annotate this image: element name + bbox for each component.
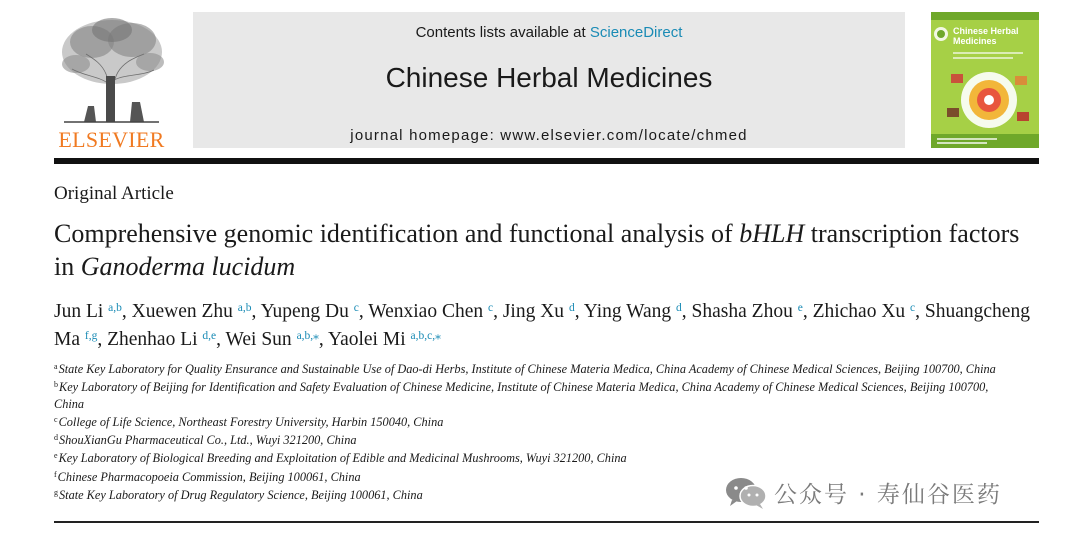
affiliation-item: $^f$Chinese Pharmacopoeia Commission, Beijing 100061, China <box>54 469 361 484</box>
affiliation-item: $^d$ShouXianGu Pharmaceutical Co., Ltd., Wuyi 321200, China <box>54 433 357 448</box>
article-type: Original Article <box>54 183 174 204</box>
affiliation-item: $^e$Key Laboratory of Biological Breeding and Exploitation of Edible and Medicinal Mushrooms, Wuyi 321200, China <box>54 451 627 466</box>
affiliation-item: $^g$State Key Laboratory of Drug Regulatory Science, Beijing 100061, China <box>54 488 423 503</box>
author[interactable]: Yaolei Mi $^{a,b,c,⁎}$ <box>327 329 441 350</box>
title-italic-2: Ganoderma lucidum <box>80 252 296 281</box>
journal-title: Chinese Herbal Medicines <box>385 62 713 93</box>
contents-line <box>193 24 905 41</box>
author[interactable]: Wenxiao Chen $^c$ <box>368 301 494 322</box>
cover-title: Chinese Herbal Medicines <box>953 26 1019 46</box>
article-title <box>54 217 1034 283</box>
author[interactable]: Ying Wang $^d$ <box>583 301 682 322</box>
watermark-text: 公众号 · 寿仙谷医药 <box>774 482 1002 508</box>
title-text-1: Comprehensive genomic identification and functional analysis of <box>54 219 740 248</box>
author[interactable]: Zhenhao Li $^{d,e}$ <box>107 329 217 350</box>
journal-header <box>54 10 1039 157</box>
title-italic-1: bHLH <box>739 219 805 248</box>
journal-homepage-link[interactable]: journal homepage: www.elsevier.com/locate/chmed <box>350 127 748 144</box>
sciencedirect-link[interactable]: ScienceDirect <box>589 24 683 41</box>
elsevier-tree-icon <box>54 14 169 124</box>
elsevier-logo[interactable] <box>54 14 169 154</box>
author[interactable]: Jun Li $^{a,b}$ <box>54 301 122 322</box>
bottom-divider <box>54 521 1039 523</box>
wechat-icon <box>724 476 768 516</box>
header-divider <box>54 158 1039 164</box>
journal-info-box <box>193 12 905 148</box>
author-list: Jun Li $^{a,b}$, Xuewen Zhu $^{a,b}$, Yupeng Du $^c$, Wenxiao Chen $^c$, Jing Xu $^d$, Ying Wang $^d$, Shasha Zhou $^e$, Zhichao Xu $^c$, Shuangcheng Ma $^{f,g}$, Zhenhao Li $^{d,e}$, Wei Sun $^{a,b,⁎}$, Yaolei Mi $^{a,b,c,⁎}$ <box>54 301 1030 350</box>
affiliation-item: $^c$College of Life Science, Northeast Forestry University, Harbin 150040, China <box>54 414 444 429</box>
affiliation-item: $^b$Key Laboratory of Beijing for Identification and Safety Evaluation of Chinese Medicine, Institute of Chinese Materia Medica, China Academy of Chinese Medical Sciences, Beijing 100700, China <box>54 380 989 411</box>
title-text-2: transcription factors in <box>54 219 1020 281</box>
author[interactable]: Shuangcheng Ma $^{f,g}$ <box>54 301 1030 350</box>
author[interactable]: Shasha Zhou $^e$ <box>691 301 803 322</box>
author[interactable]: Jing Xu $^d$ <box>502 301 575 322</box>
author[interactable]: Wei Sun $^{a,b,⁎}$ <box>225 329 319 350</box>
author[interactable]: Zhichao Xu $^c$ <box>812 301 916 322</box>
affiliation-item: $^a$State Key Laboratory for Quality Ensurance and Sustainable Use of Dao-di Herbs, Institute of Chinese Materia Medica, China Academy of Chinese Medical Sciences, Beijing 100700, China <box>54 362 996 376</box>
journal-cover-thumbnail[interactable] <box>931 12 1039 148</box>
contents-prefix: Contents lists available at <box>415 24 590 41</box>
author[interactable]: Yupeng Du $^c$ <box>260 301 359 322</box>
author[interactable]: Xuewen Zhu $^{a,b}$ <box>131 301 252 322</box>
elsevier-wordmark: ELSEVIER <box>58 127 165 152</box>
